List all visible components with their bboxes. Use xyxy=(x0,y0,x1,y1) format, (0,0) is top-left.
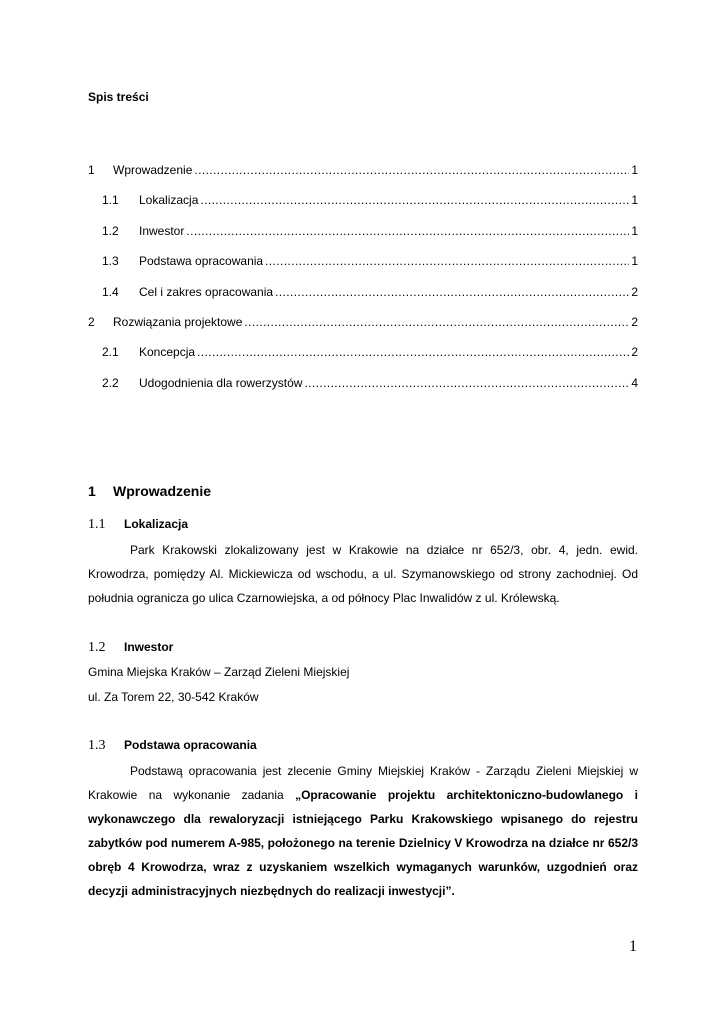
paragraph-bold-text: „Opracowanie projektu architektoniczno-budowlanego i wykonawczego dla rewaloryzacji istniejącego Parku Krakowskiego wpisanego do rejestru zabytków pod numerem A-985, położonego na terenie Dzielnicy V Krowodrza na działce nr 652/3 obręb 4 Krowodrza, wraz z uzyskaniem wszelkich wymaganych warunków, uzgodnień oraz decyzji administracyjnych niezbędnych do realizacji inwestycji”. xyxy=(88,788,639,898)
toc-entry-page: 1 xyxy=(631,163,638,177)
toc-leader-dots xyxy=(186,224,629,238)
subsection-heading xyxy=(88,738,257,754)
toc-entry[interactable] xyxy=(88,285,638,315)
subsection-title: Lokalizacja xyxy=(124,517,189,531)
paragraph xyxy=(88,759,638,903)
toc-entry[interactable] xyxy=(88,345,638,375)
toc-entry-number: 1.4 xyxy=(102,284,119,299)
section-heading xyxy=(88,483,211,499)
toc-entry-number: 1.2 xyxy=(102,223,119,238)
toc-entry-page: 2 xyxy=(631,345,638,360)
toc-entry-title: Inwestor xyxy=(139,223,185,238)
subsection-number: 1.2 xyxy=(88,640,106,655)
toc-leader-dots xyxy=(265,254,629,268)
investor-name: Gmina Miejska Kraków – Zarząd Zieleni Miejskiej xyxy=(88,665,350,679)
toc-entry[interactable] xyxy=(88,315,638,345)
toc-entry-page: 1 xyxy=(631,193,638,208)
toc-entry-title: Wprowadzenie xyxy=(113,163,193,177)
toc-entry-number: 2 xyxy=(88,314,95,329)
toc-entry-number: 1 xyxy=(88,163,95,177)
investor-address: ul. Za Torem 22, 30-542 Kraków xyxy=(88,690,259,704)
toc-entry-page: 1 xyxy=(631,254,638,269)
paragraph xyxy=(88,538,638,610)
toc-entry[interactable] xyxy=(88,376,638,406)
paragraph-text: Podstawą opracowania jest zlecenie Gminy Miejskiej Kraków - Zarządu Zieleni Miejskiej w Krakowie na wykonanie zadania xyxy=(88,764,638,802)
toc-entry-title: Rozwiązania projektowe xyxy=(113,314,243,329)
toc-entry-number: 2.1 xyxy=(102,345,119,360)
toc-entry-number: 2.2 xyxy=(102,375,119,390)
toc-entry-title: Lokalizacja xyxy=(139,193,199,208)
table-of-contents xyxy=(88,163,638,406)
toc-entry-number: 1.3 xyxy=(102,254,119,269)
toc-heading: Spis treści xyxy=(88,90,149,104)
toc-entry-page: 4 xyxy=(631,375,638,390)
toc-entry-title: Udogodnienia dla rowerzystów xyxy=(139,375,303,390)
toc-entry-title: Podstawa opracowania xyxy=(139,254,264,269)
subsection-number: 1.3 xyxy=(88,738,106,753)
subsection-heading xyxy=(88,517,188,533)
subsection-title: Inwestor xyxy=(124,640,174,654)
toc-leader-dots xyxy=(194,163,629,177)
toc-entry-title: Koncepcja xyxy=(139,345,196,360)
toc-entry[interactable] xyxy=(88,254,638,284)
toc-entry-number: 1.1 xyxy=(102,193,119,208)
toc-leader-dots xyxy=(197,345,629,359)
section-title: Wprowadzenie xyxy=(113,483,212,499)
toc-leader-dots xyxy=(304,376,629,390)
toc-entry-page: 2 xyxy=(631,314,638,329)
toc-entry[interactable] xyxy=(88,163,638,193)
toc-entry-title: Cel i zakres opracowania xyxy=(139,284,274,299)
subsection-number: 1.1 xyxy=(88,517,106,532)
toc-entry[interactable] xyxy=(88,193,638,223)
subsection-title: Podstawa opracowania xyxy=(124,738,257,752)
section-number: 1 xyxy=(88,483,96,499)
paragraph-text: Park Krakowski zlokalizowany jest w Krakowie na działce nr 652/3, obr. 4, jedn. ewid. Krowodrza, pomiędzy Al. Mickiewicza od wschodu, a ul. Szymanowskiego od strony zachodniej. Od południa ogranicza go ulica Czarnowiejska, a od północy Plac Inwalidów z ul. Królewską. xyxy=(88,543,638,605)
toc-entry-page: 2 xyxy=(631,284,638,299)
toc-entry[interactable] xyxy=(88,224,638,254)
toc-entry-page: 1 xyxy=(631,223,638,238)
toc-leader-dots xyxy=(244,315,629,329)
toc-leader-dots xyxy=(275,285,629,299)
page-number: 1 xyxy=(629,938,637,955)
toc-leader-dots xyxy=(200,193,629,207)
subsection-heading xyxy=(88,640,173,656)
